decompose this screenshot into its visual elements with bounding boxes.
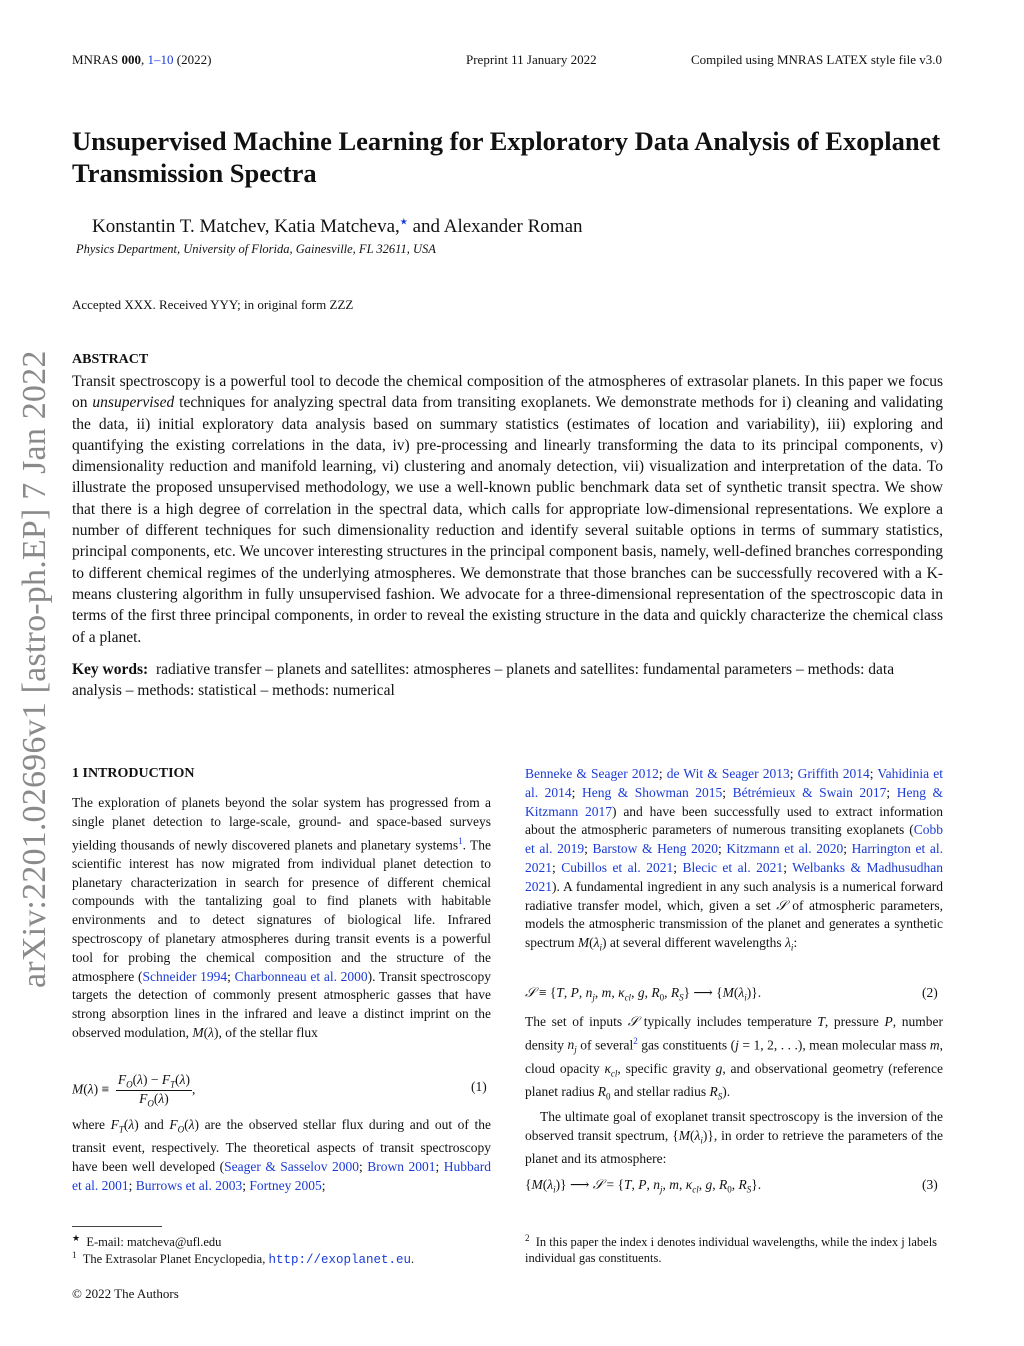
ref-benneke[interactable]: Benneke & Seager 2012 [525,766,659,781]
accepted-line: Accepted XXX. Received YYY; in original form ZZZ [72,297,354,312]
ref-seager[interactable]: Seager & Sasselov 2000 [224,1159,360,1175]
exoplanet-url-link[interactable]: http://exoplanet.eu [268,1253,411,1268]
footnote-1: $^1$ The Extrasolar Planet Encyclopedia, http://exoplanet.eu. [72,1250,415,1268]
ref-welbanks[interactable]: Welbanks & Madhusudhan 2021 [525,859,943,894]
equation-1: M(λ) ≡ $\frac{F_O(\lambda) - F_T(\lambda)}{F_O(\lambda)}$ , [72,1072,196,1109]
ref-cubillos[interactable]: Cubillos et al. 2021 [561,859,674,875]
equation-3: $\{M(\lambda_i)\}$ ⟶ 𝒮 = {T, P, $n_j$, m, $\kappa_{cl}$, g, $R_0$, $R_S$}. [525,1177,762,1195]
abstract-heading: ABSTRACT [72,352,149,367]
footnote-ref-2[interactable]: 2 [633,1035,638,1046]
ref-vahidinia[interactable]: Vahidinia et al. 2014 [525,766,943,800]
ref-heng-showman[interactable]: Heng & Showman 2015 [581,784,723,800]
ref-harrington[interactable]: Harrington et al. 2021 [525,841,943,875]
footnote-ref-1[interactable]: 1 [458,835,463,846]
ref-heng-kitzmann[interactable]: Heng & Kitzmann 2017 [525,784,943,819]
compiled-note: Compiled using MNRAS LATEX style file v3.0 [691,52,942,67]
equation-3-number: (3) [922,1177,938,1192]
intro-paragraph-2: where $F_T(\lambda)$ and $F_O(\lambda)$ are the observed stellar flux during and out of the transit event, respectively. The theoretical aspects of transit spectroscopy have been well developed (Seager & Sasselov 2000; Brown 2001; Hubbard et al. 2001; Burrows et al. 2003; Fortney 2005; [72,1117,492,1194]
running-header-left: MNRAS 000, 1–10 (2022) [72,52,212,67]
ref-barstow[interactable]: Barstow & Heng 2020 [592,841,718,857]
ref-betremieux[interactable]: Bétrémieux & Swain 2017 [732,784,887,800]
intro-paragraph-right-2: The set of inputs 𝒮 typically includes temperature T, pressure P, number density $n_j$ of several$^2$ gas constituents (j = 1, 2, . . .), mean molecular mass m, cloud opacity $\kappa_{cl}$, specific gravity g, and observational geometry (reference planet radius $R_0$ and stellar radius $R_S$). [525,1014,943,1102]
affiliation: Physics Department, University of Florida, Gainesville, FL 32611, USA [76,242,436,256]
page-range-link[interactable]: 1–10 [147,52,174,67]
ref-blecic[interactable]: Blecic et al. 2021 [682,859,784,875]
footnote-2: $^2$ In this paper the index i denotes individual wavelengths, while the index j labels individual gas constituents. [525,1233,938,1266]
ref-burrows[interactable]: Burrows et al. 2003 [135,1178,243,1194]
ref-kitzmann[interactable]: Kitzmann et al. 2020 [726,841,844,857]
ref-cobb[interactable]: Cobb et al. 2019 [525,822,943,857]
corresponding-author-star[interactable]: ★ [399,216,408,227]
intro-paragraph-right-3: The ultimate goal of exoplanet transit spectroscopy is the inversion of the observed transit spectrum, $\{M(\lambda_i)\}$, in order to retrieve the parameters of the planet and its atmosphere: [525,1109,943,1167]
ref-schneider[interactable]: Schneider 1994 [142,968,228,984]
section-heading-introduction: 1 INTRODUCTION [72,766,195,781]
abstract-text: Transit spectroscopy is a powerful tool to decode the chemical composition of the atmospheres of extrasolar planets. In this paper we focus on unsupervised techniques for analyzing spectral data from transiting exoplanets. We demonstrate methods for i) cleaning and validating the data, ii) initial exploratory data analysis based on summary statistics (estimates of location and variability), iii) exploring and quantifying the existing correlations in the data, iv) pre-processing and linearly transforming the data to its principal components, v) dimensionality reduction and manifold learning, vi) clustering and anomaly detection, vii) visualization and interpretation of the data. To illustrate the proposed unsupervised methodology, we use a well-known public benchmark data set of synthetic transit spectra. We show that there is a high degree of correlation in the spectral data, which calls for appropriate low-dimensional representations. We explore a number of different techniques for such dimensionality reduction and identify several suitable options in terms of summary statistics, principal components, etc. We uncover interesting structures in the principal component basis, namely, well-defined branches corresponding to different chemical regimes of the underlying atmospheres. We demonstrate that those branches can be successfully recovered with a K-means clustering algorithm in fully unsupervised fashion. We advocate for a three-dimensional representation of the spectroscopic data in terms of the first three principal components, in order to reveal the existing structure in the data and quickly characterize the chemical class of a planet. [72,373,943,646]
ref-hubbard[interactable]: Hubbard et al. 2001 [72,1159,491,1194]
intro-paragraph-right-1: Benneke & Seager 2012; de Wit & Seager 2013; Griffith 2014; Vahidinia et al. 2014; Heng & Showman 2015; Bétrémieux & Swain 2017; Heng & Kitzmann 2017) and have been successfully used to extract information about the atmospheric parameters of numerous transiting exoplanets (Cobb et al. 2019; Barstow & Heng 2020; Kitzmann et al. 2020; Harrington et al. 2021; Cubillos et al. 2021; Blecic et al. 2021; Welbanks & Madhusudhan 2021). A fundamental ingredient in any such analysis is a numerical forward radiative transfer model, which, given a set 𝒮 of atmospheric parameters, models the atmospheric transmission of the planet and generates a synthetic spectrum $M(\lambda_i)$ at several different wavelengths $\lambda_i$: [525,766,944,953]
footnote-rule [72,1226,162,1227]
ref-brown[interactable]: Brown 2001 [367,1159,436,1175]
equation-1-number: (1) [471,1079,487,1094]
keywords: Key words: radiative transfer – planets and satellites: atmospheres – planets and satellites: fundamental parameters – methods: data analysis – methods: statistical – methods: numerical [72,661,895,700]
footnote-email: ★ E-mail: matcheva@ufl.edu [72,1233,222,1250]
ref-dewit[interactable]: de Wit & Seager 2013 [666,766,790,781]
ref-griffith[interactable]: Griffith 2014 [797,766,870,781]
equation-2: 𝒮 ≡ {T, P, $n_j$, m, $\kappa_{cl}$, g, $R_0$, $R_S$} ⟶ $\{M(\lambda_i)\}$. [525,985,762,1003]
preprint-date: Preprint 11 January 2022 [466,52,597,67]
intro-paragraph-1: The exploration of planets beyond the solar system has progressed from a single planet detection to large-scale, ground- and space-based surveys yielding thousands of newly discovered planets and planetary systems$^1$. The scientific interest has now migrated from individual planet detection to planetary characterization in search for presence of different chemical compounds with the tantalizing goal to find planets with habitable environments and to detect signatures of biological life. Infrared spectroscopy of planetary atmospheres during transit events is a powerful tool for probing the chemical composition and the structure of the atmosphere (Schneider 1994; Charbonneau et al. 2000). Transit spectroscopy targets the detection of commonly present atmospheric gasses that have strong absorption lines in the infrared and leave a distinct imprint on the observed modulation, M(λ), of the stellar flux [72,795,491,1041]
equation-2-number: (2) [922,985,938,1000]
ref-fortney[interactable]: Fortney 2005 [249,1178,322,1194]
ref-charbonneau[interactable]: Charbonneau et al. 2000 [234,968,368,984]
paper-title: Unsupervised Machine Learning for Exploratory Data Analysis of Exoplanet Transmission Spectra [72,126,941,188]
author-list: Konstantin T. Matchev, Katia Matcheva,★ and Alexander Roman [92,216,583,237]
copyright: © 2022 The Authors [72,1286,179,1301]
arxiv-sidebar-stamp: arXiv:2201.02696v1 [astro-ph.EP] 7 Jan 2022 [16,350,53,988]
